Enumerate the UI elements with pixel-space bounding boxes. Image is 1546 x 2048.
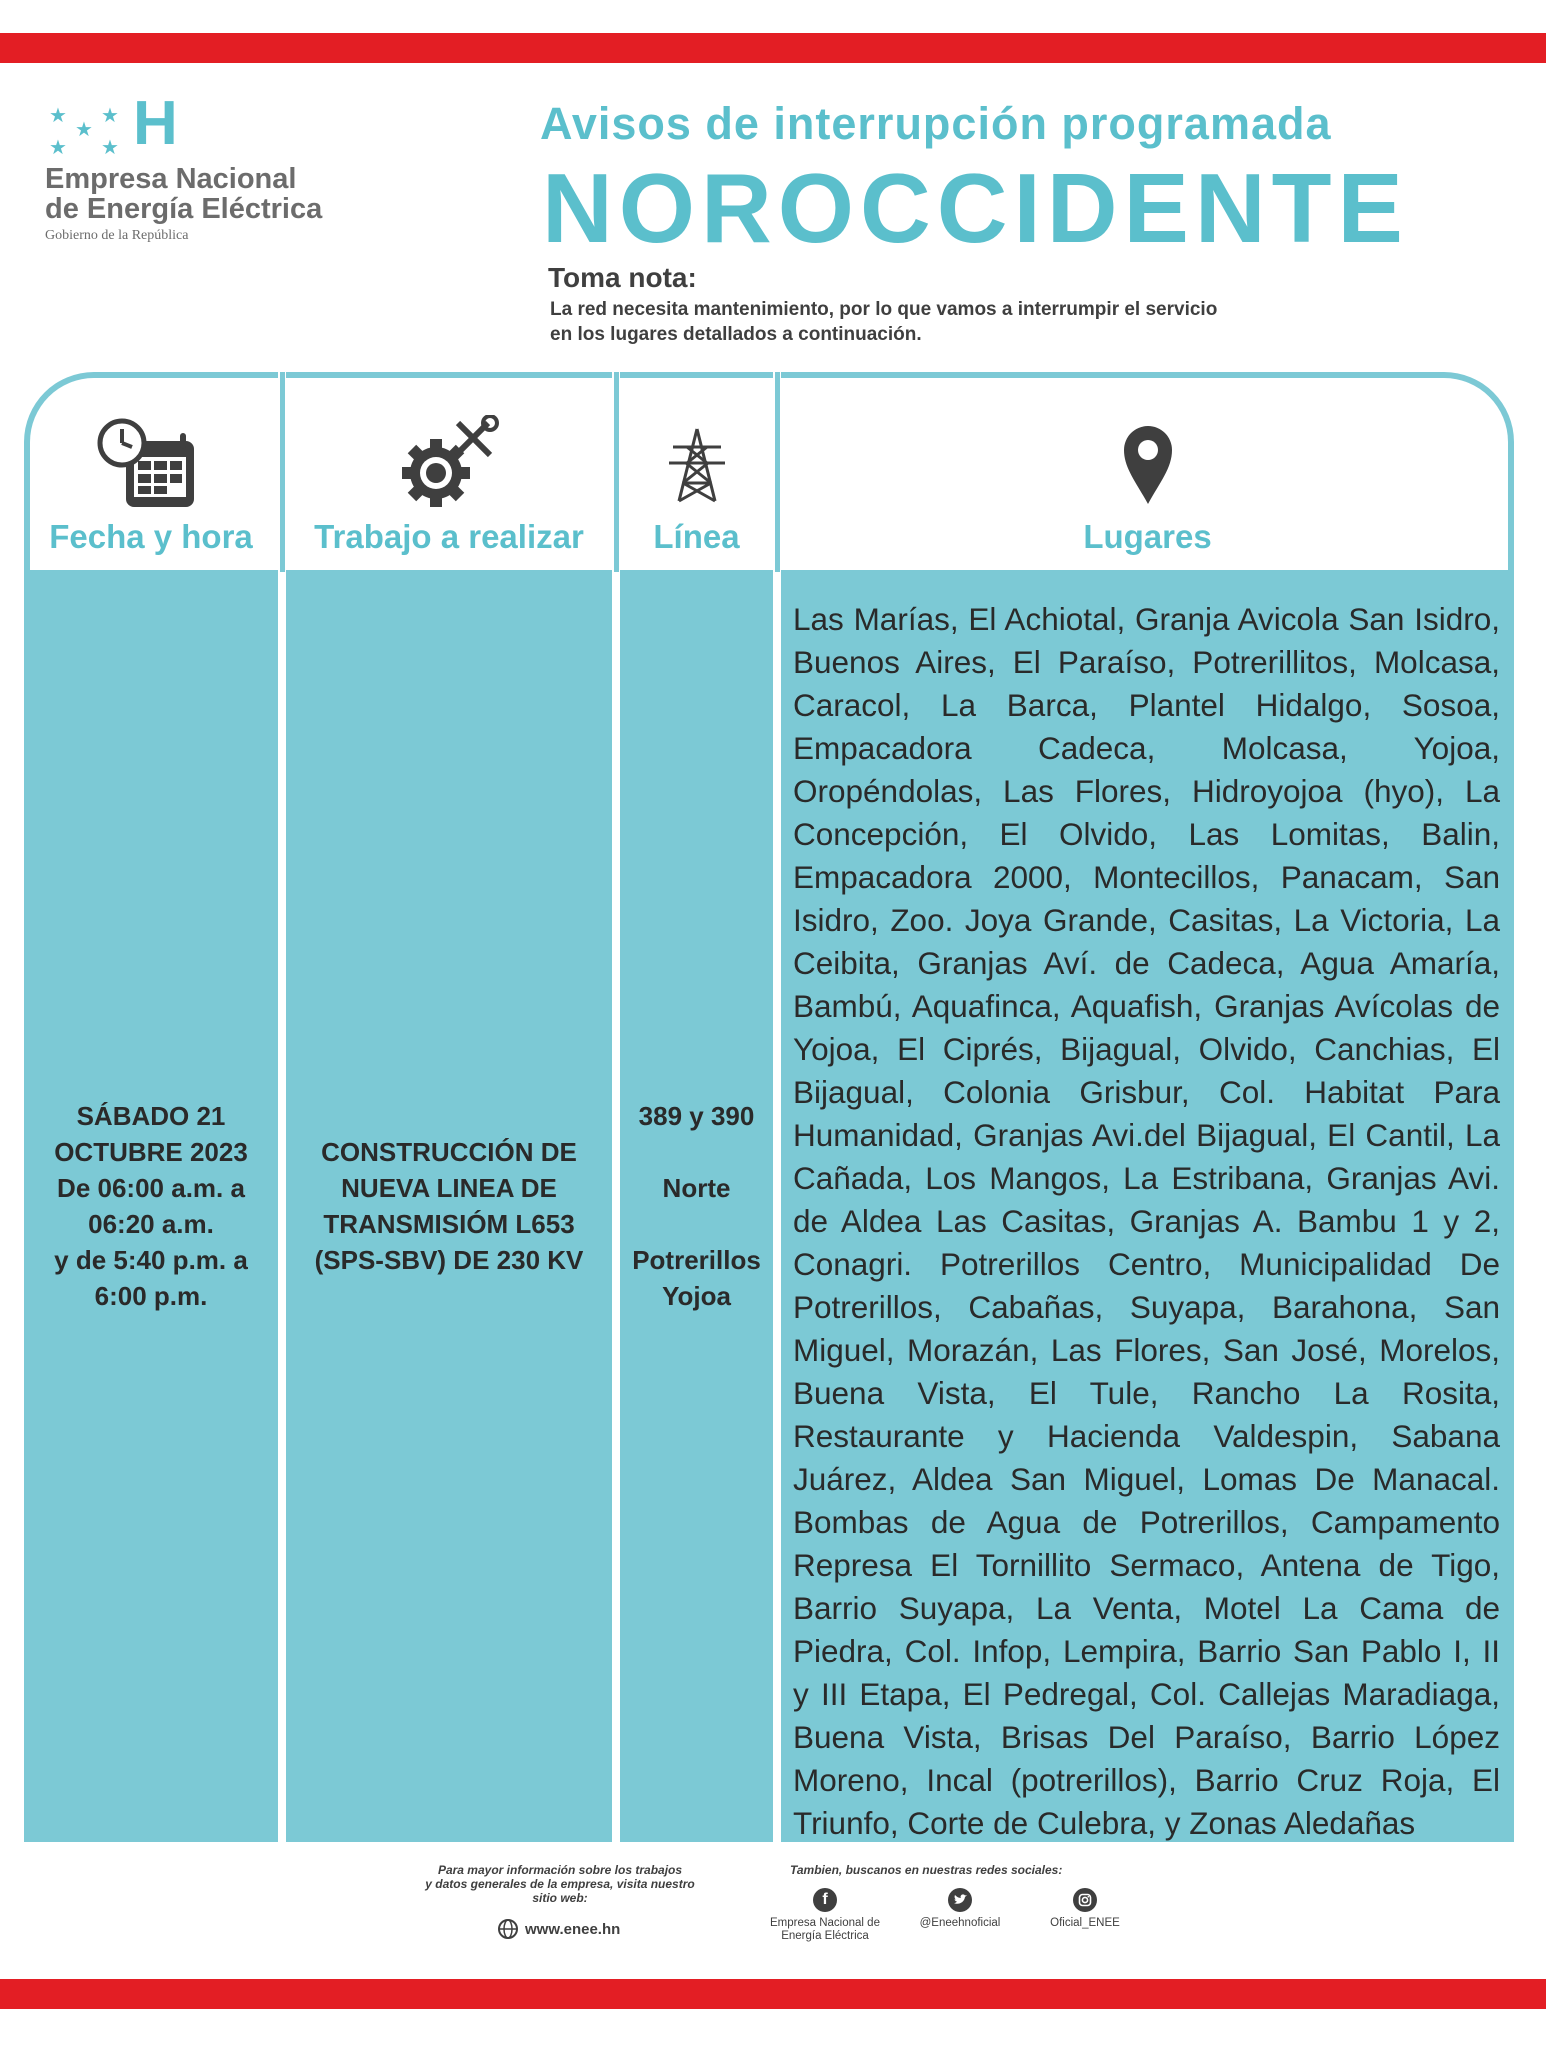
line-value: 389 y 390 [638,1101,755,1131]
work-line: CONSTRUCCIÓN DE [321,1137,577,1167]
date-line: OCTUBRE 2023 [54,1137,248,1167]
location-pin-icon [1118,420,1178,510]
note-line: La red necesita mantenimiento, por lo que vamos a interrumpir el servicio [550,299,1218,320]
stars-icon: ★ ★ ★ ★ ★ [49,105,119,159]
calendar-clock-icon [96,415,206,515]
facebook-icon[interactable]: f [813,1888,837,1912]
footer-info-line: Para mayor información sobre los trabajos [437,1863,683,1877]
facebook-link[interactable] [770,1888,880,1943]
header-line: Línea [653,518,740,555]
footer-info [410,1863,710,1905]
power-tower-icon [667,425,727,505]
date-cell [24,570,278,1842]
places-list: Las Marías, El Achiotal, Granja Avicola San Isidro, Buenos Aires, El Paraíso, Potrerillitos, Molcasa, Caracol, La Barca, Plantel Hidalgo, Sosoa, Empacadora Cadeca, Molcasa, Yojoa, Oropéndolas, Las Flores, Hidroyojoa (hyo), La Concepción, El Olvido, Las Lomitas, Balin, Empacadora 2000, Montecillos, Panacam, San Isidro, Zoo. Joya Grande, Casitas, La Victoria, La Ceibita, Granjas Aví. de Cadeca, Agua Amaría, Bambú, Aquafinca, Aquafish, Granjas Avícolas de Yojoa, El Ciprés, Bijagual, Olvido, Canchias, El Bijagual, Colonia Grisbur, Col. Habitat Para Humanidad, Granjas Avi.del Bijagual, El Cantil, La Cañada, Los Mangos, La Estribana, Granjas Avi. de Aldea Las Casitas, Granjas A. Bambu 1 y 2, Conagri. Potrerillos Centro, Municipalidad De Potrerillos, Cabañas, Suyapa, Barahona, San Miguel, Morazán, Las Flores, San José, Morelos, Buena Vista, El Tule, Rancho La Rosita, Restaurante y Hacienda Valdespin, Sabana Juárez, Aldea San Miguel, Lomas De Manacal. Bombas de Agua de Potrerillos, Campamento Represa El Tornillito Sermaco, Antena de Tigo, Barrio Suyapa, La Venta, Motel La Cama de Piedra, Col. Infop, Lempira, Barrio San Pablo I, II y III Etapa, El Pedregal, Col. Callejas Maradiaga, Buena Vista, Brisas Del Paraíso, Barrio López Moreno, Incal (potrerillos), Barrio Cruz Roja, El Triunfo, Corte de Culebra, y Zonas Aledañas [793,601,1500,1841]
header-work: Trabajo a realizar [314,518,584,555]
header-places: Lugares [1083,518,1212,555]
note-title: Toma nota: [548,262,697,293]
line-cell [620,570,773,1842]
column-date [24,372,278,1842]
top-red-bar [0,33,1546,63]
note-line: en los lugares detallados a continuación. [550,324,922,345]
work-line: TRANSMISIÓM L653 [323,1209,575,1239]
note-text [550,297,1410,347]
globe-icon [497,1918,519,1940]
bottom-red-bar [0,1979,1546,2009]
instagram-link[interactable] [1040,1888,1130,1930]
line-value: Norte [662,1173,731,1203]
instagram-icon[interactable] [1073,1888,1097,1912]
government-label: Gobierno de la República [45,228,189,243]
column-line [620,372,773,1842]
work-line: (SPS-SBV) DE 230 KV [314,1245,584,1275]
company-name [45,164,405,224]
twitter-icon[interactable] [948,1888,972,1912]
instagram-label: Oficial_ENEE [1050,1917,1120,1929]
header-divider [614,372,619,572]
column-divider [278,372,286,1842]
facebook-label: Empresa Nacional de [770,1917,880,1929]
column-divider [773,372,781,1842]
work-line: NUEVA LINEA DE [341,1173,557,1203]
header-date: Fecha y hora [49,518,253,555]
header-divider [775,372,780,572]
footer-info-line: sitio web: [532,1891,588,1905]
website-text[interactable]: www.enee.hn [525,1920,621,1938]
line-value: Yojoa [662,1281,731,1311]
twitter-label: @Eneehnoficial [919,1917,1001,1929]
logo-mark: H [133,89,178,158]
social-title: Tambien, buscanos en nuestras redes sociales: [790,1863,1063,1877]
date-line: 06:20 a.m. [88,1209,214,1239]
column-work [286,372,612,1842]
website-link[interactable] [497,1918,620,1940]
notice-subtitle: Avisos de interrupción programada [540,98,1332,149]
footer-info-line: y datos generales de la empresa, visita nuestro [425,1877,695,1891]
column-divider [612,372,620,1842]
gear-tools-icon [394,415,504,515]
twitter-link[interactable] [910,1888,1010,1930]
line-value: Potrerillos [632,1245,761,1275]
facebook-label: Energía Eléctrica [781,1930,869,1942]
company-name-line1: Empresa Nacional [45,163,297,195]
work-cell [286,570,612,1842]
date-line: SÁBADO 21 [76,1101,226,1131]
date-line: y de 5:40 p.m. a [54,1245,248,1275]
column-places [781,372,1514,1842]
header-divider [280,372,285,572]
company-name-line2: de Energía Eléctrica [45,193,323,225]
date-line: 6:00 p.m. [94,1281,208,1311]
outage-table [24,372,1514,1842]
region-title: NOROCCIDENTE [542,153,1409,263]
date-line: De 06:00 a.m. a [57,1173,245,1203]
